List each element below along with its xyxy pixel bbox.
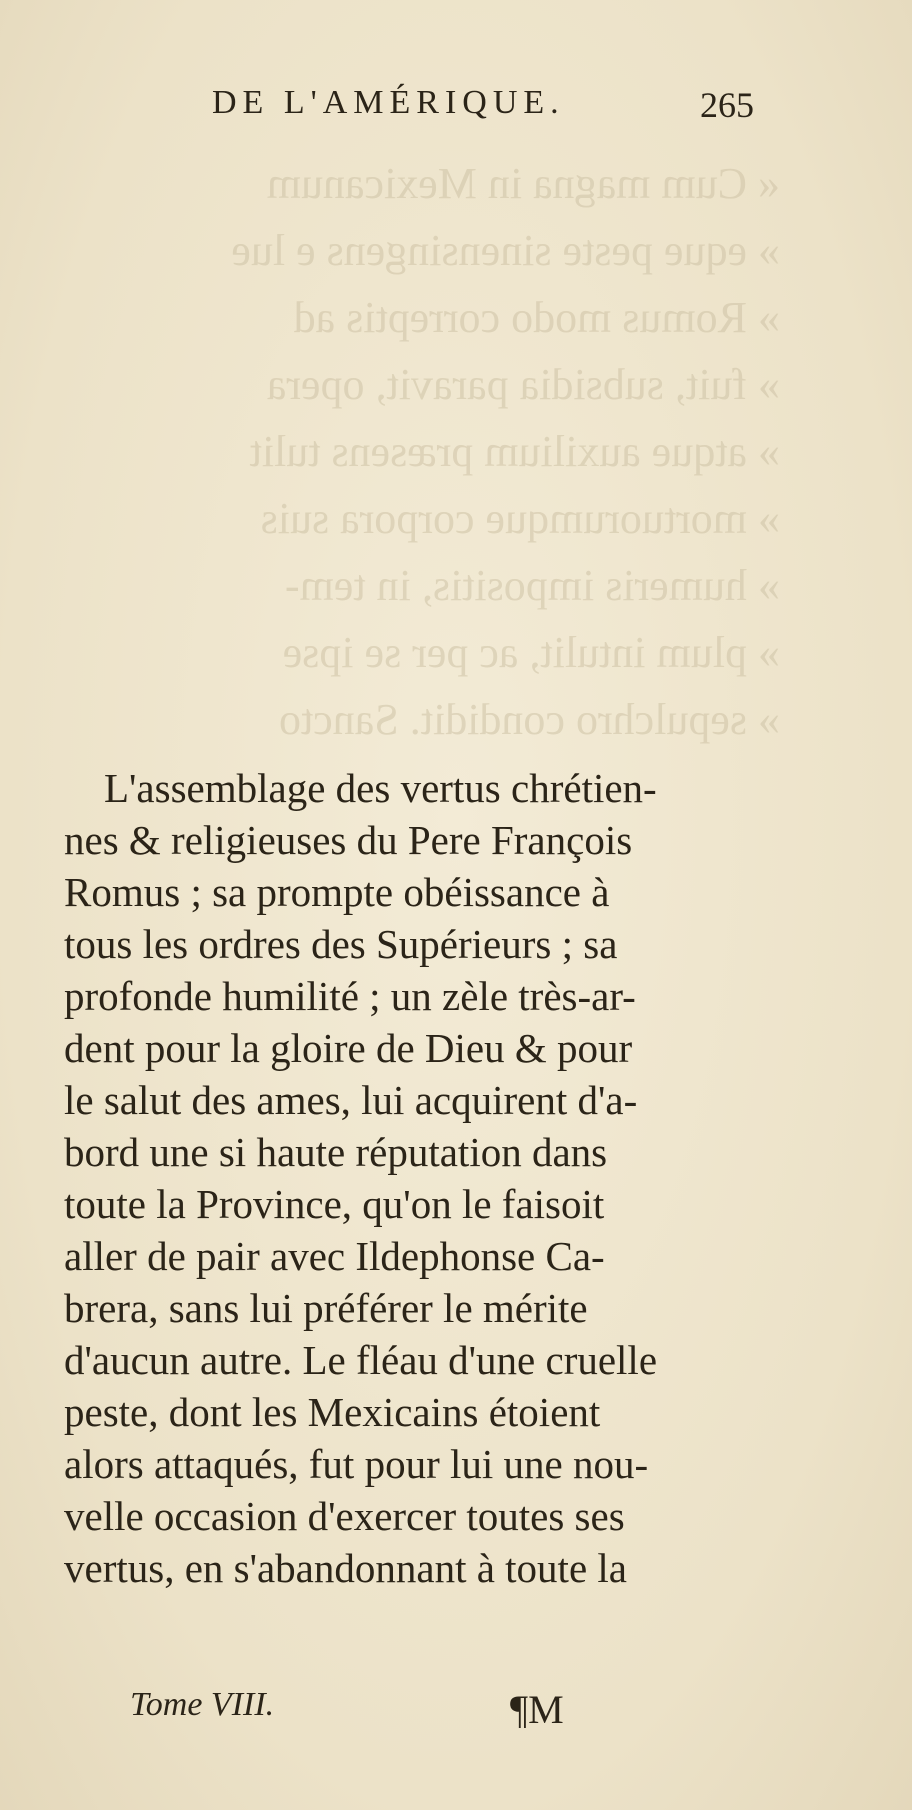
text-line: nes & religieuses du Pere François: [64, 817, 633, 863]
text-line: bord une si haute réputation dans: [64, 1129, 608, 1175]
text-line: alors attaqués, fut pour lui une nou-: [64, 1441, 649, 1487]
text-line: tous les ordres des Supérieurs ; sa: [64, 921, 618, 967]
show-through-line: » eque peste sinensingens e lue: [231, 226, 780, 275]
page-header: [200, 80, 800, 130]
text-line: le salut des ames, lui acquirent d'a-: [64, 1077, 638, 1123]
text-line: velle occasion d'exercer toutes ses: [64, 1493, 625, 1539]
page-footer: [130, 1686, 730, 1736]
text-line: Romus ; sa prompte obéissance à: [64, 869, 610, 915]
text-line: toute la Province, qu'on le faisoit: [64, 1181, 605, 1227]
text-line: vertus, en s'abandonnant à toute la: [64, 1545, 627, 1591]
text-line: peste, dont les Mexicains étoient: [64, 1389, 601, 1435]
text-line: brera, sans lui préférer le mérite: [64, 1285, 588, 1331]
text-line: aller de pair avec Ildephonse Ca-: [64, 1233, 605, 1279]
gathering-signature: ¶M: [510, 1687, 564, 1732]
text-line: L'assemblage des vertus chrétien-: [104, 765, 657, 811]
show-through-line: » atque auxilium præsens tulit: [249, 427, 780, 476]
page-number: 265: [700, 85, 754, 125]
show-through-line: » humeris impositis, in tem-: [285, 561, 780, 610]
text-line: d'aucun autre. Le fléau d'une cruelle: [64, 1337, 658, 1383]
volume-signature: Tome VIII.: [130, 1686, 275, 1723]
show-through-line: » plum intulit, ac per se ipse: [282, 628, 780, 677]
body-paragraph: [64, 762, 764, 1594]
show-through-line: » mortuorumque corpora suis: [260, 494, 780, 543]
show-through-text: [60, 150, 780, 750]
show-through-line: » fuit, subsidia paravit, opera: [266, 360, 780, 409]
show-through-line: » sepulchro condidit. Sancto: [278, 695, 780, 744]
show-through-line: » Romus modo correptis ad: [293, 293, 780, 342]
show-through-line: « Cum magna in Mexicanum: [266, 159, 780, 208]
running-title: DE L'AMÉRIQUE.: [212, 84, 565, 121]
text-line: dent pour la gloire de Dieu & pour: [64, 1025, 633, 1071]
text-line: profonde humilité ; un zèle très-ar-: [64, 973, 636, 1019]
